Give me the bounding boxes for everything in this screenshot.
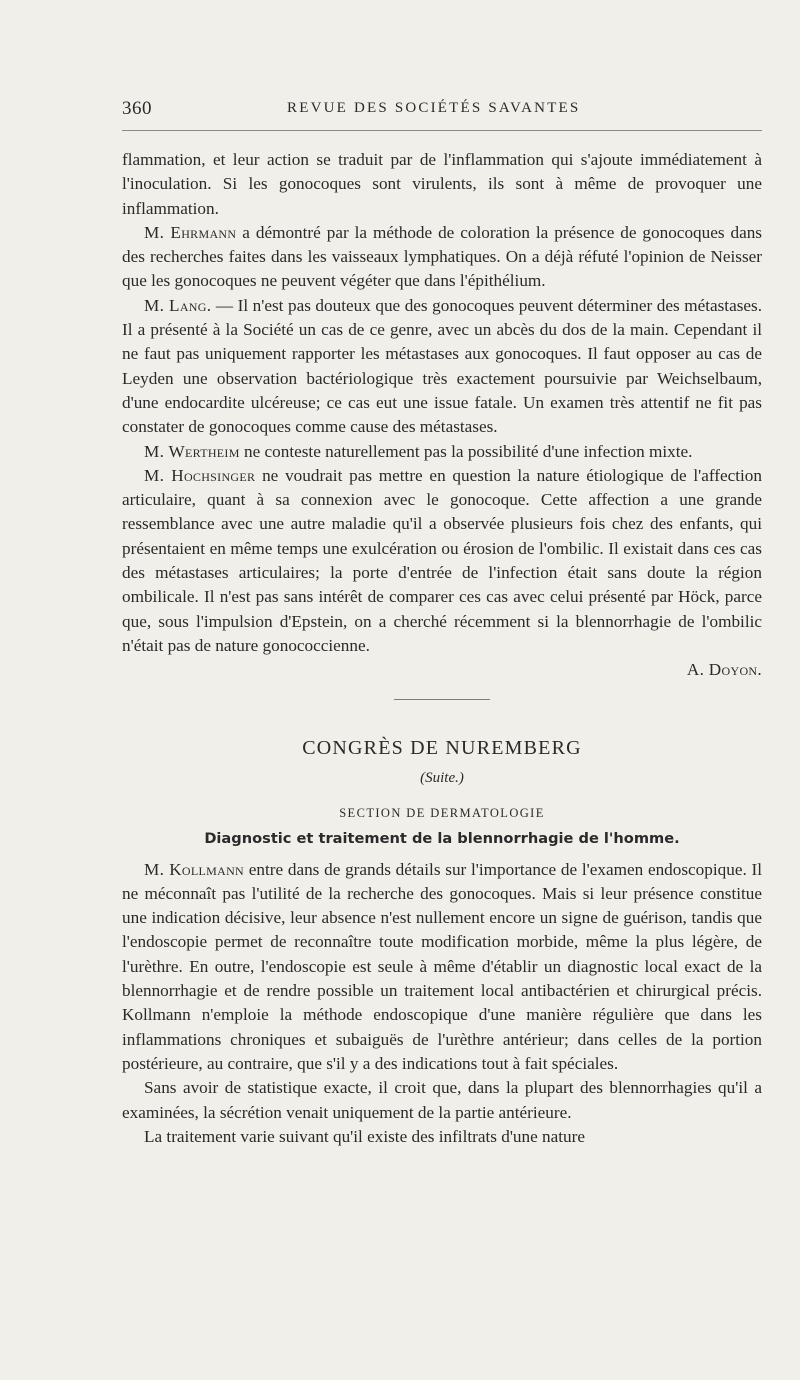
paragraph: M. Ehrmann a démontré par la méthode de coloration la présence de gonocoques dans des recherches faites dans les vaisseaux lymphatiques. On a déjà réfuté l'opinion de Neisser que les gonocoques ne peuvent végéter que dans l'épithélium. bbox=[122, 222, 762, 291]
author-signature: A. Doyon. bbox=[686, 660, 762, 680]
page-header bbox=[122, 98, 762, 126]
paragraph: M. Hochsinger ne voudrait pas mettre en question la nature étiologique de l'affection articulaire, quant à sa connexion avec le gonocoque. Cette affection a une grande ressemblance avec une autre maladie qu'il a observée plusieurs fois chez des enfants, qui présentaient en même temps une exulcération ou érosion de l'ombilic. Il existait dans ces cas des métastases articulaires; la porte d'entrée de l'infection était sans doute la région ombilicale. Il n'est pas sans intérêt de comparer ces cas avec celui présenté par Höck, parce que, sous l'impulsion d'Epstein, on a cherché récemment si la blennorrhagie de l'ombilic n'était pas de nature gonococcienne. bbox=[122, 465, 762, 655]
speaker-name: M. Wertheim bbox=[144, 441, 240, 461]
paragraph: M. Wertheim ne conteste naturellement pas la possibilité d'une infection mixte. bbox=[144, 441, 693, 461]
suite-label: (Suite.) bbox=[420, 769, 464, 786]
header-rule bbox=[122, 130, 762, 131]
speaker-name: M. Ehrmann bbox=[144, 222, 237, 242]
paragraph: M. Lang. — Il n'est pas douteux que des gonocoques peuvent déterminer des métastases. Il a présenté à la Société un cas de ce genre, avec un abcès du dos de la main. Cependant il ne faut pas uniquement rapporter les métastases aux gonocoques. Il faut opposer au cas de Leyden une observation bactériologique très exactement poursuivie par Weichselbaum, d'une endocardite ulcéreuse; ce cas eut une issue fatale. Un examen très attentif ne fit pas constater de gonocoques comme cause des métastases. bbox=[122, 295, 762, 437]
section-divider bbox=[394, 699, 490, 700]
article-subtitle: Diagnostic et traitement de la blennorrhagie de l'homme. bbox=[204, 829, 680, 847]
paragraph: flammation, et leur action se traduit par de l'inflammation qui s'ajoute immédiatement à l'inoculation. Si les gonocoques sont virulents, ils sont à même de provoquer une inflammation. bbox=[122, 150, 762, 218]
section-title: SECTION DE DERMATOLOGIE bbox=[339, 805, 545, 820]
paragraph: Sans avoir de statistique exacte, il croit que, dans la plupart des blennorrhagies qu'il a examinées, la sécrétion venait uniquement de la partie antérieure. bbox=[122, 1078, 762, 1122]
body-text bbox=[122, 148, 762, 1149]
paragraph: M. Kollmann entre dans de grands détails sur l'importance de l'examen endoscopique. Il ne méconnaît pas l'utilité de la recherche des gonocoques. Mais si leur présence constitue une indication décisive, leur absence n'est nullement encore un signe de guérison, tandis que l'endoscopie permet de reconnaître toute modification morbide, même la plus légère, de l'urèthre. En outre, l'endoscopie est seule à même d'établir un diagnostic local exact de la blennorrhagie et de rendre possible un traitement local antibactérien et chirurgical précis. Kollmann n'emploie la méthode endoscopique d'une manière régulière que dans les inflammations chroniques et subaiguës de l'urèthre antérieur; dans celles de la portion postérieure, au contraire, que s'il y a des indications tout à fait spéciales. bbox=[122, 859, 762, 1073]
speaker-name: M. Kollmann bbox=[144, 859, 245, 879]
paragraph: La traitement varie suivant qu'il existe des infiltrats d'une nature bbox=[144, 1126, 585, 1146]
speaker-name: M. Lang. bbox=[144, 295, 212, 315]
running-title: REVUE DES SOCIÉTÉS SAVANTES bbox=[287, 100, 581, 116]
congress-title: CONGRÈS DE NUREMBERG bbox=[302, 736, 582, 759]
speaker-name: M. Hochsinger bbox=[144, 465, 256, 485]
page-number: 360 bbox=[122, 98, 152, 119]
